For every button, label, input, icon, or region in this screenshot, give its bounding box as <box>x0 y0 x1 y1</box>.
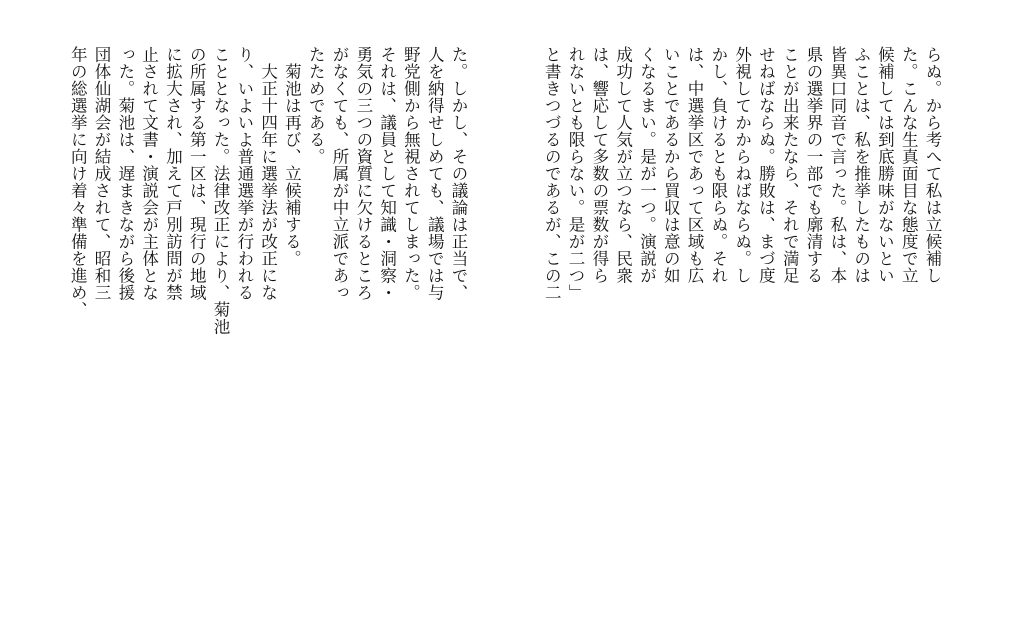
left-page-text-column: 野党側から無視されてしまった。 <box>401 46 421 301</box>
left-page-text-column: 勇気の三つの資質に欠けるところ <box>353 46 373 301</box>
left-page-text-column: たためである。 <box>306 46 326 165</box>
right-page-text-column: らぬ。から考へて私は立候補し <box>923 46 942 284</box>
right-page-text-column: ことが出来たなら、それで満足 <box>780 46 800 284</box>
right-page-text-column: れないとも限らない。是が二つ」 <box>566 46 586 301</box>
right-page-text-column: ふことは、私を推挙したものは <box>851 46 871 284</box>
left-page-text-column: の所属する第一区は、現行の地域 <box>187 46 207 301</box>
left-page-text-column: 止されて文書・演説会が主体とな <box>139 46 159 301</box>
left-page-text-column: 人を納得せしめても、議場では与 <box>425 46 445 301</box>
left-page-text-column: 年の総選挙に向け着々準備を進め、 <box>68 46 88 318</box>
right-page-text-column: と書きつづるのであるが、この二 <box>542 46 562 301</box>
left-page <box>66 46 470 606</box>
left-page-text-column: がなくても、所属が中立派であっ <box>330 46 350 301</box>
left-page-text-column: それは、議員として知識・洞察・ <box>377 46 397 301</box>
left-page-text-column: こととなった。法律改正により、菊池 <box>211 46 231 335</box>
left-page-text-column: た。しかし、その議論は正当で、 <box>449 46 468 301</box>
right-page-text-column: は、響応して多数の票数が得ら <box>589 46 609 284</box>
left-page-text-column: った。菊池は、遅まきながら後援 <box>115 46 135 301</box>
right-page-text-column: 成功して人気が立つなら、民衆 <box>613 46 633 284</box>
left-page-text-column: り、いよいよ普通選挙が行われる <box>234 46 254 301</box>
right-page-text-column: は、中選挙区であって区域も広 <box>685 46 705 284</box>
left-page-text-column: 菊池は再び、立候補する。 <box>282 46 302 267</box>
right-page-text-column: 皆異口同音で言った。私は、本 <box>827 46 847 284</box>
right-page-text-column: くなるまい。是が一つ。演説が <box>637 46 657 284</box>
left-page-text-column: に拡大され、加えて戸別訪問が禁 <box>163 46 183 301</box>
left-page-text-column: 団体仙湖会が結成されて、昭和三 <box>92 46 112 301</box>
right-page-text-column: 外視してかからねばならぬ。し <box>732 46 752 284</box>
left-page-text <box>66 46 470 601</box>
left-page-text-column: 大正十四年に選挙法が改正にな <box>258 46 278 301</box>
right-page-text <box>540 46 944 601</box>
right-page-text-column: かし、負けるとも限らぬ。それ <box>708 46 728 284</box>
right-page <box>540 46 944 606</box>
right-page-text-column: いことであるから買収は意の如 <box>661 46 681 284</box>
right-page-text-column: た。こんな生真面目な態度で立 <box>899 46 919 284</box>
right-page-text-column: 候補しては到底勝味がないとい <box>875 46 895 284</box>
right-page-text-column: 県の選挙界の一部でも廓清する <box>804 46 824 284</box>
right-page-text-column: せねばならぬ。勝敗は、まづ度 <box>756 46 776 284</box>
